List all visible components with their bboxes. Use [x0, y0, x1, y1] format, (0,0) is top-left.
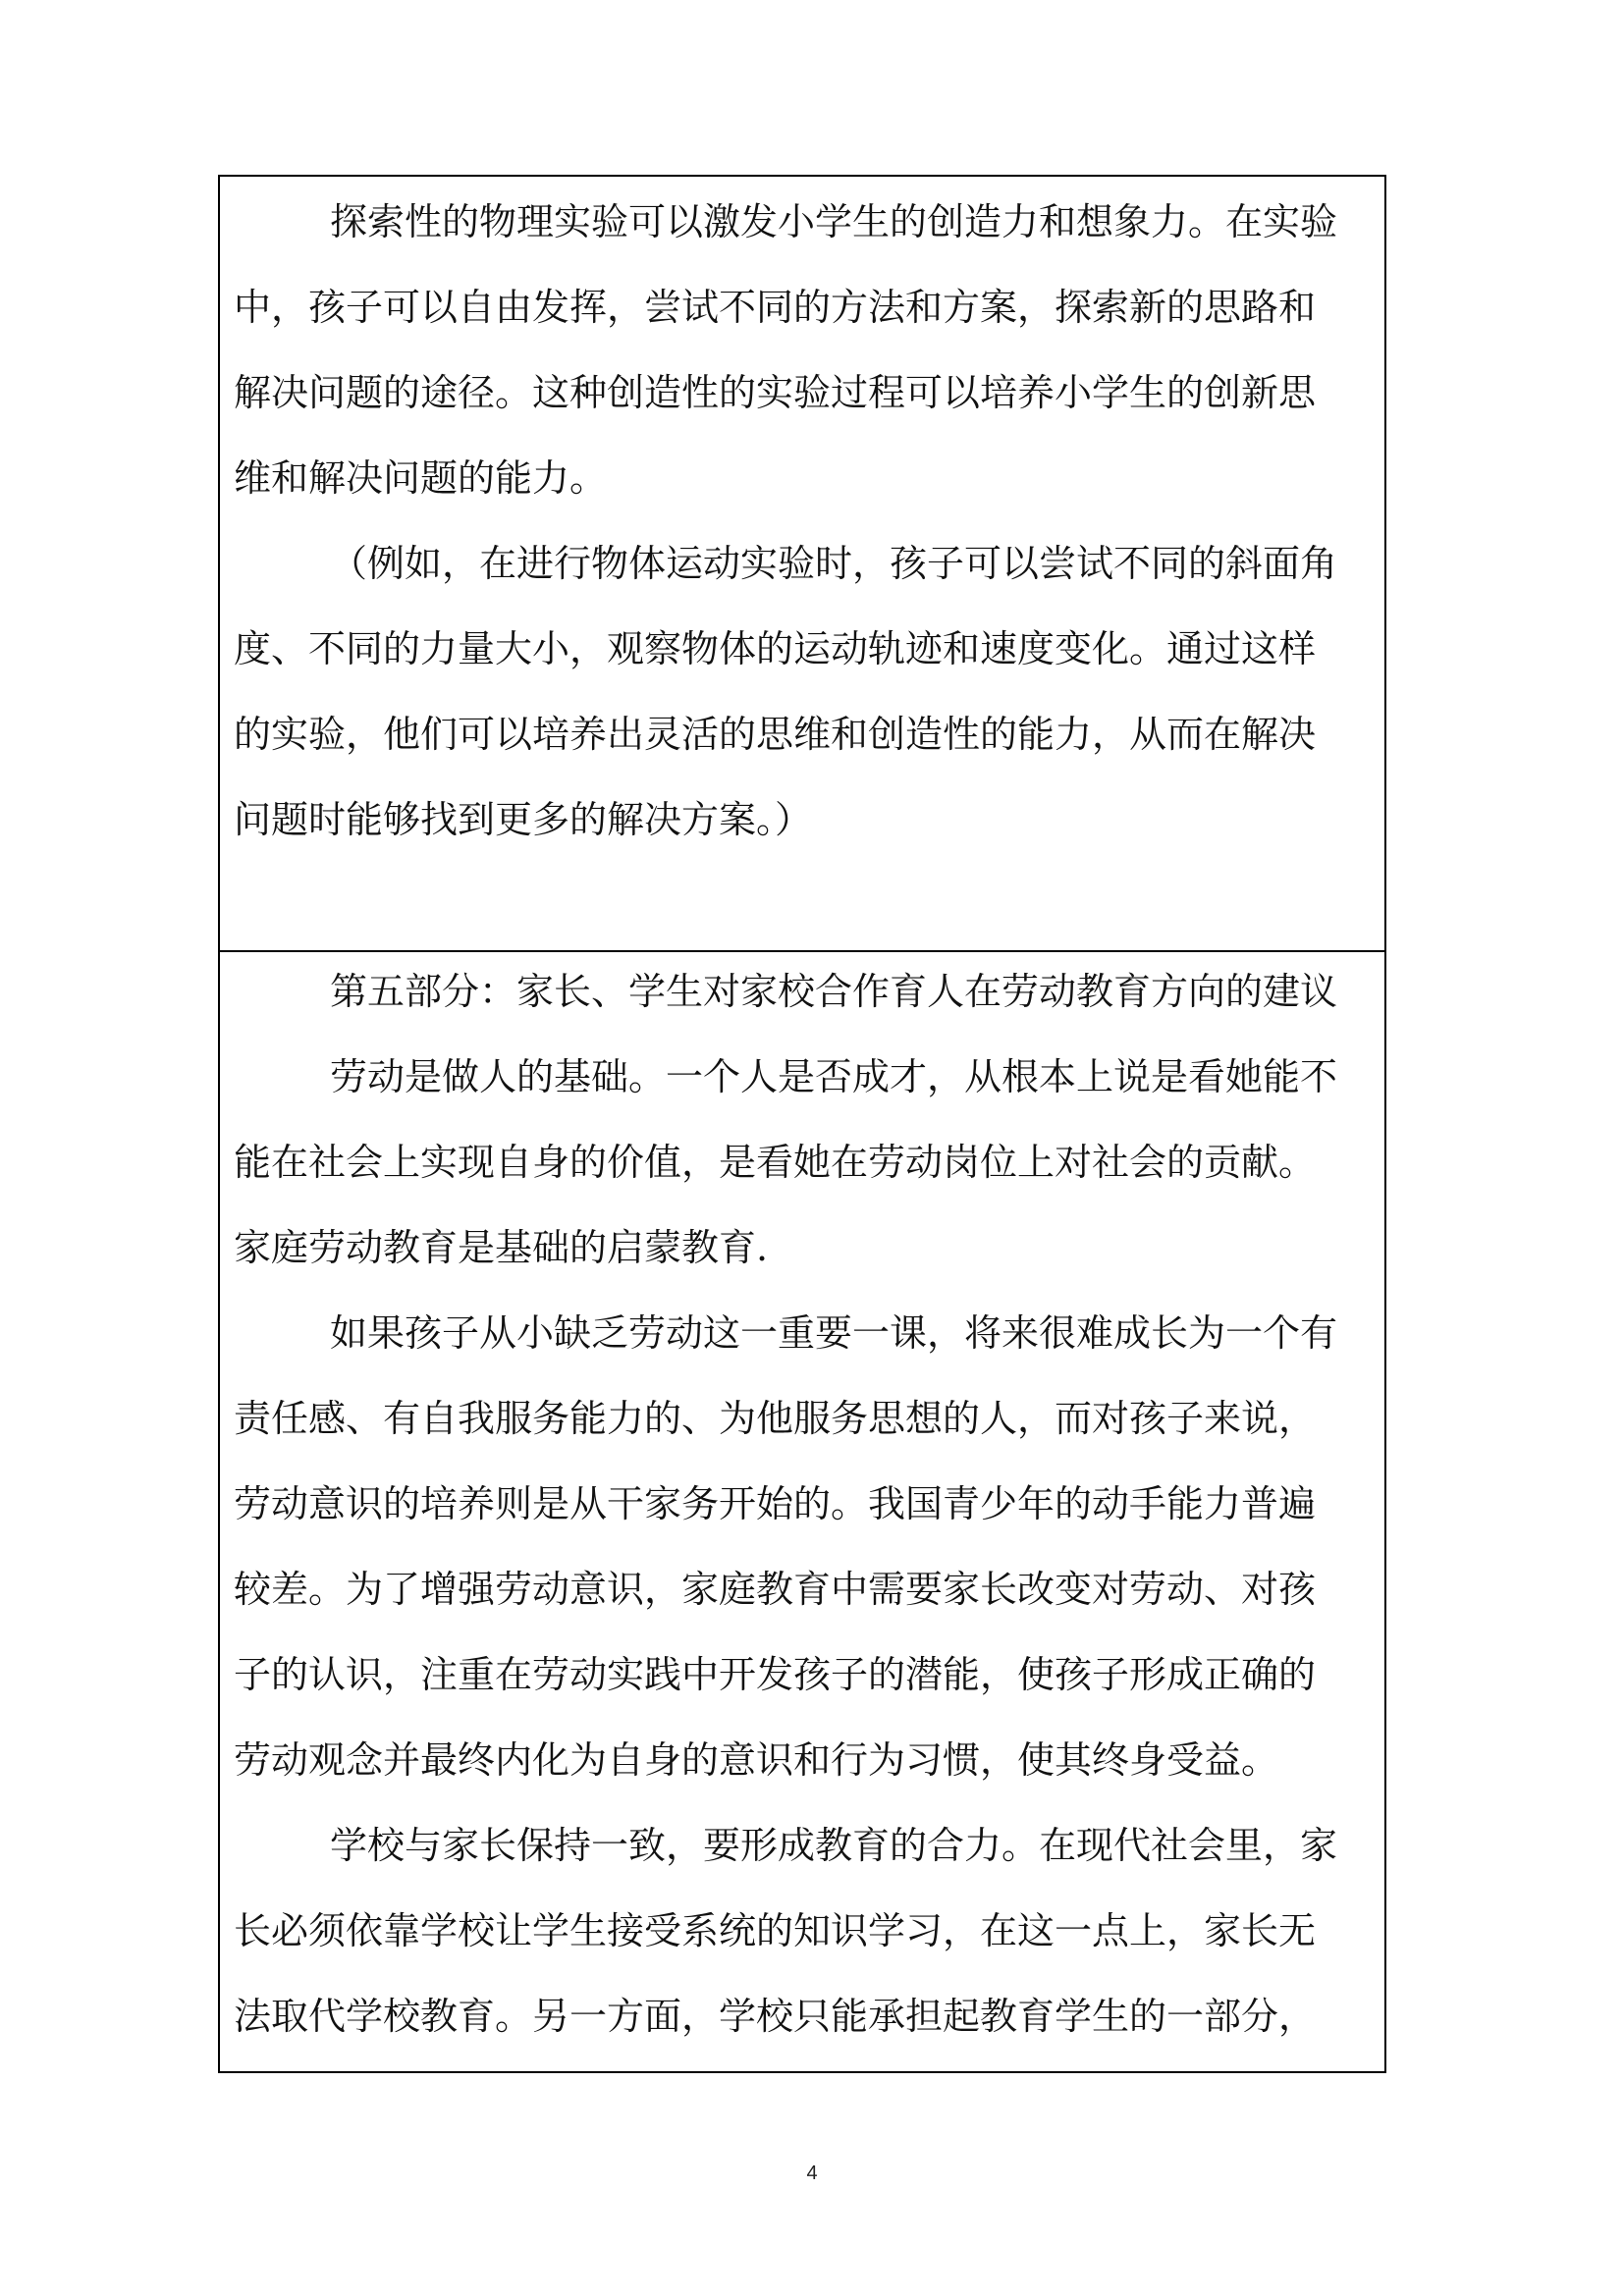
- paragraph-line: 中，孩子可以自由发挥，尝试不同的方法和方案，探索新的思路和: [234, 286, 1317, 329]
- paragraph-line: 度、不同的力量大小，观察物体的运动轨迹和速度变化。通过这样: [234, 627, 1317, 670]
- paragraph-line: 如果孩子从小缺乏劳动这一重要一课，将来很难成长为一个有: [330, 1311, 1338, 1355]
- paragraph-line: 较差。为了增强劳动意识，家庭教育中需要家长改变对劳动、对孩: [234, 1568, 1317, 1611]
- paragraph-line: 解决问题的途径。这种创造性的实验过程可以培养小学生的创新思: [234, 371, 1317, 414]
- paragraph-line: （例如，在进行物体运动实验时，孩子可以尝试不同的斜面角: [330, 542, 1338, 585]
- paragraph-line: 探索性的物理实验可以激发小学生的创造力和想象力。在实验: [330, 200, 1338, 243]
- content-table: [218, 175, 1386, 2073]
- paragraph-line: 问题时能够找到更多的解决方案。）: [234, 798, 813, 841]
- page-number: 4: [806, 2163, 818, 2184]
- paragraph-line: 责任感、有自我服务能力的、为他服务思想的人，而对孩子来说，: [234, 1397, 1317, 1440]
- section-heading: 第五部分：家长、学生对家校合作育人在劳动教育方向的建议: [330, 970, 1338, 1013]
- paragraph-line: 子的认识，注重在劳动实践中开发孩子的潜能，使孩子形成正确的: [234, 1653, 1317, 1696]
- paragraph-line: 法取代学校教育。另一方面，学校只能承担起教育学生的一部分，: [234, 1995, 1317, 2038]
- paragraph-line: 劳动是做人的基础。一个人是否成才，从根本上说是看她能不: [330, 1055, 1338, 1098]
- paragraph-line: 维和解决问题的能力。: [234, 456, 608, 500]
- paragraph-line: 学校与家长保持一致，要形成教育的合力。在现代社会里，家: [330, 1824, 1338, 1867]
- paragraph-line: 劳动观念并最终内化为自身的意识和行为习惯，使其终身受益。: [234, 1738, 1279, 1782]
- paragraph-line: 家庭劳动教育是基础的启蒙教育.: [234, 1226, 769, 1269]
- paragraph-line: 劳动意识的培养则是从干家务开始的。我国青少年的动手能力普遍: [234, 1482, 1317, 1525]
- paragraph-line: 长必须依靠学校让学生接受系统的知识学习，在这一点上，家长无: [234, 1909, 1317, 1952]
- table-cell-experiment: [220, 177, 1384, 952]
- paragraph-line: 的实验，他们可以培养出灵活的思维和创造性的能力，从而在解决: [234, 713, 1317, 756]
- paragraph-line: 能在社会上实现自身的价值，是看她在劳动岗位上对社会的贡献。: [234, 1141, 1317, 1184]
- table-cell-labor-education: [220, 952, 1384, 2071]
